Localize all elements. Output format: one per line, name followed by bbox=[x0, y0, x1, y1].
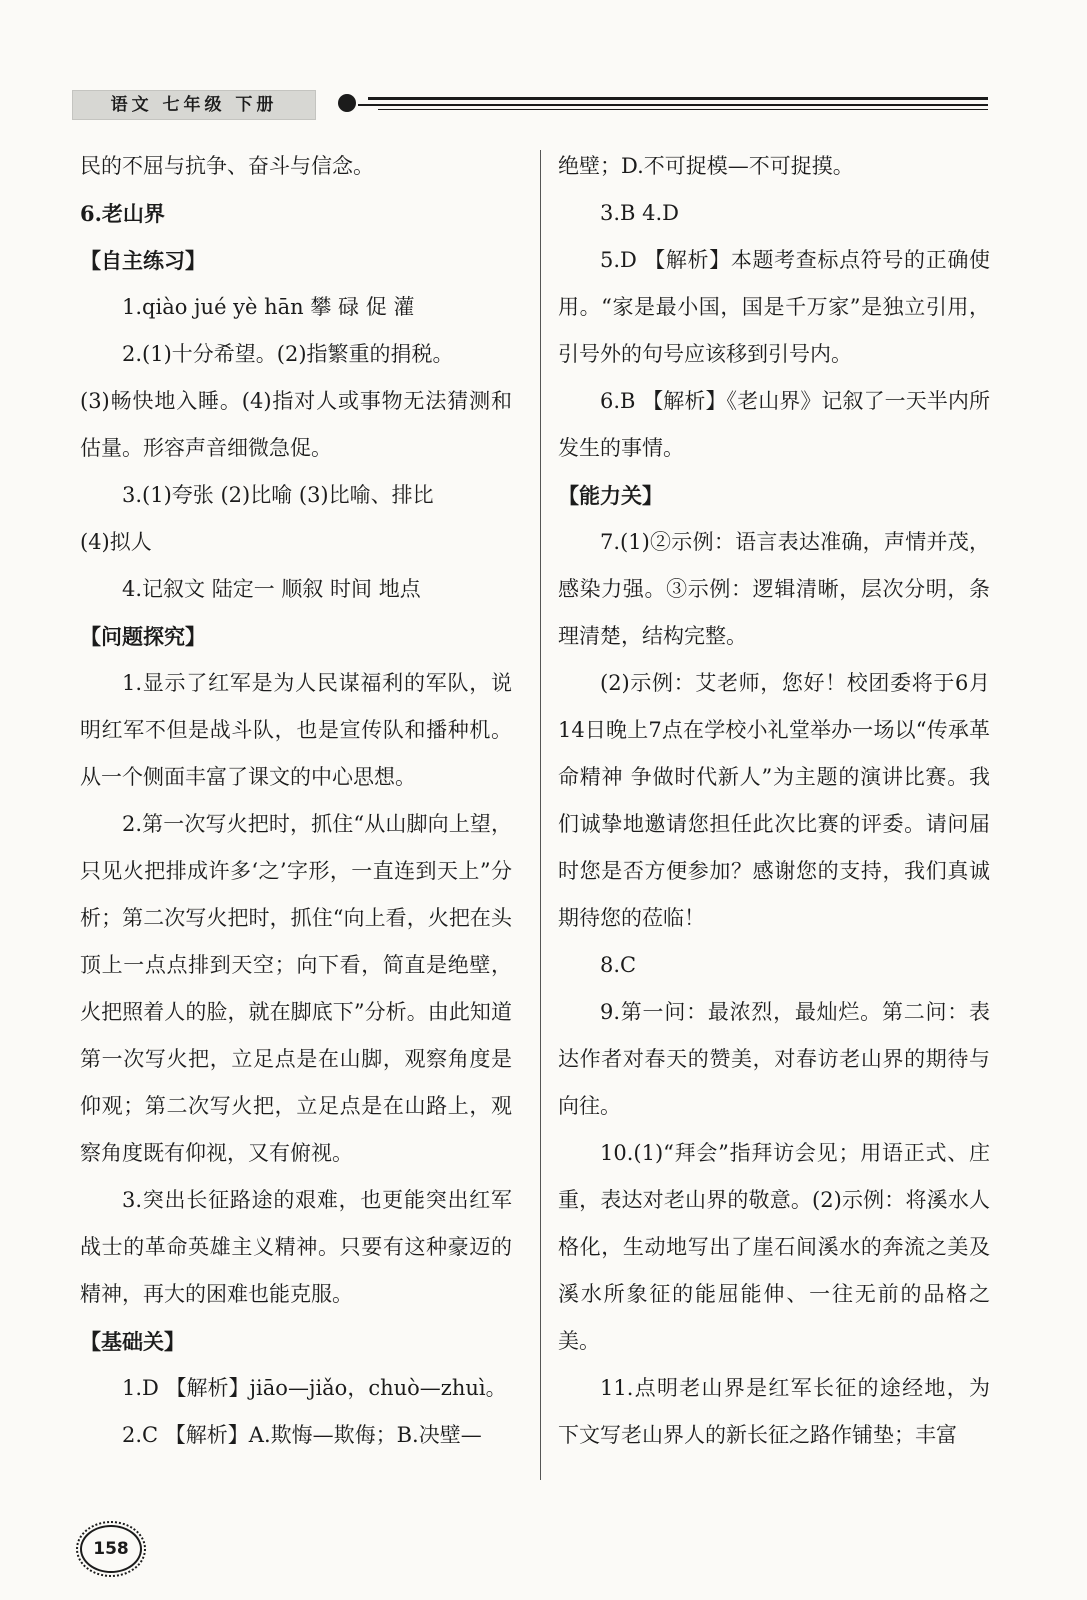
header-rule bbox=[358, 104, 988, 106]
answer-paragraph: 绝壁；D.不可捉模—不可捉摸。 bbox=[558, 154, 854, 178]
answer-paragraph: 民的不屈与抗争、奋斗与信念。 bbox=[80, 154, 374, 178]
column-divider bbox=[540, 150, 541, 1480]
answer-paragraph: 11.点明老山界是红军长征的途经地，为下文写老山界人的新长征之路作铺垫；丰富 bbox=[558, 1376, 990, 1447]
answer-paragraph: 2.(1)十分希望。(2)指繁重的捐税。 bbox=[122, 342, 454, 366]
right-column bbox=[558, 143, 990, 1459]
left-column bbox=[80, 143, 512, 1459]
section-heading: 【自主练习】 bbox=[80, 248, 206, 273]
answer-paragraph: (2)示例：艾老师，您好！校团委将于6月14日晚上7点在学校小礼堂举办一场以“传承革命精神 争做时代新人”为主题的演讲比赛。我们诚挚地邀请您担任此次比赛的评委。请问届时您是否方便参加？感谢您的支持，我们真诚期待您的莅临！ bbox=[558, 671, 990, 930]
answer-paragraph: 10.(1)“拜会”指拜访会见；用语正式、庄重，表达对老山界的敬意。(2)示例：将溪水人格化，生动地写出了崖石间溪水的奔流之美及溪水所象征的能屈能伸、一往无前的品格之美。 bbox=[558, 1141, 990, 1353]
answer-paragraph: 3.突出长征路途的艰难，也更能突出红军战士的革命英雄主义精神。只要有这种豪迈的精神，再大的困难也能克服。 bbox=[80, 1188, 512, 1306]
section-heading: 【能力关】 bbox=[558, 483, 663, 508]
answer-paragraph: 9.第一问：最浓烈，最灿烂。第二问：表达作者对春天的赞美，对春访老山界的期待与向往。 bbox=[558, 1000, 990, 1118]
answer-paragraph: 4.记叙文 陆定一 顺叙 时间 地点 bbox=[122, 577, 421, 601]
answer-paragraph: 8.C bbox=[600, 953, 637, 977]
answer-paragraph: 3.B 4.D bbox=[600, 201, 680, 225]
answer-paragraph: 1.D 【解析】jiāo—jiǎo，chuò—zhuì。 bbox=[122, 1376, 507, 1400]
header-rule bbox=[368, 97, 988, 100]
lesson-title: 6.老山界 bbox=[80, 201, 165, 226]
answer-paragraph: 1.显示了红军是为人民谋福利的军队，说明红军不但是战斗队，也是宣传队和播种机。从一个侧面丰富了课文的中心思想。 bbox=[80, 671, 512, 789]
answer-paragraph: 6.B 【解析】《老山界》记叙了一天半内所发生的事情。 bbox=[558, 389, 990, 460]
page-number: 158 bbox=[80, 1525, 142, 1573]
answer-paragraph: 7.(1)②示例：语言表达准确，声情并茂，感染力强。③示例：逻辑清晰，层次分明，条理清楚，结构完整。 bbox=[558, 530, 990, 648]
answer-paragraph: 3.(1)夸张 (2)比喻 (3)比喻、排比 bbox=[122, 483, 434, 507]
section-heading: 【基础关】 bbox=[80, 1329, 185, 1354]
subject-tag: 语文 七年级 下册 bbox=[72, 90, 316, 120]
answer-paragraph: (4)拟人 bbox=[80, 530, 152, 554]
answer-paragraph: 2.C 【解析】A.欺悔—欺侮；B.决壁— bbox=[122, 1423, 482, 1447]
page-header bbox=[72, 86, 992, 122]
header-dot bbox=[338, 94, 356, 112]
answer-paragraph: (3)畅快地入睡。(4)指对人或事物无法猜测和估量。形容声音细微急促。 bbox=[80, 389, 512, 460]
answer-paragraph: 5.D 【解析】本题考查标点符号的正确使用。“家是最小国，国是千万家”是独立引用，引号外的句号应该移到引号内。 bbox=[558, 248, 990, 366]
section-heading: 【问题探究】 bbox=[80, 624, 206, 649]
header-rule bbox=[378, 109, 988, 110]
answer-paragraph: 1.qiào jué yè hān 攀 碌 促 灌 bbox=[122, 295, 415, 319]
answer-paragraph: 2.第一次写火把时，抓住“从山脚向上望，只见火把排成许多‘之’字形，一直连到天上”分析；第二次写火把时，抓住“向上看，火把在头顶上一点点排到天空；向下看，简直是绝壁，火把照着人的脸，就在脚底下”分析。由此知道第一次写火把，立足点是在山脚，观察角度是仰观；第二次写火把，立足点是在山路上，观察角度既有仰视，又有俯视。 bbox=[80, 812, 512, 1165]
